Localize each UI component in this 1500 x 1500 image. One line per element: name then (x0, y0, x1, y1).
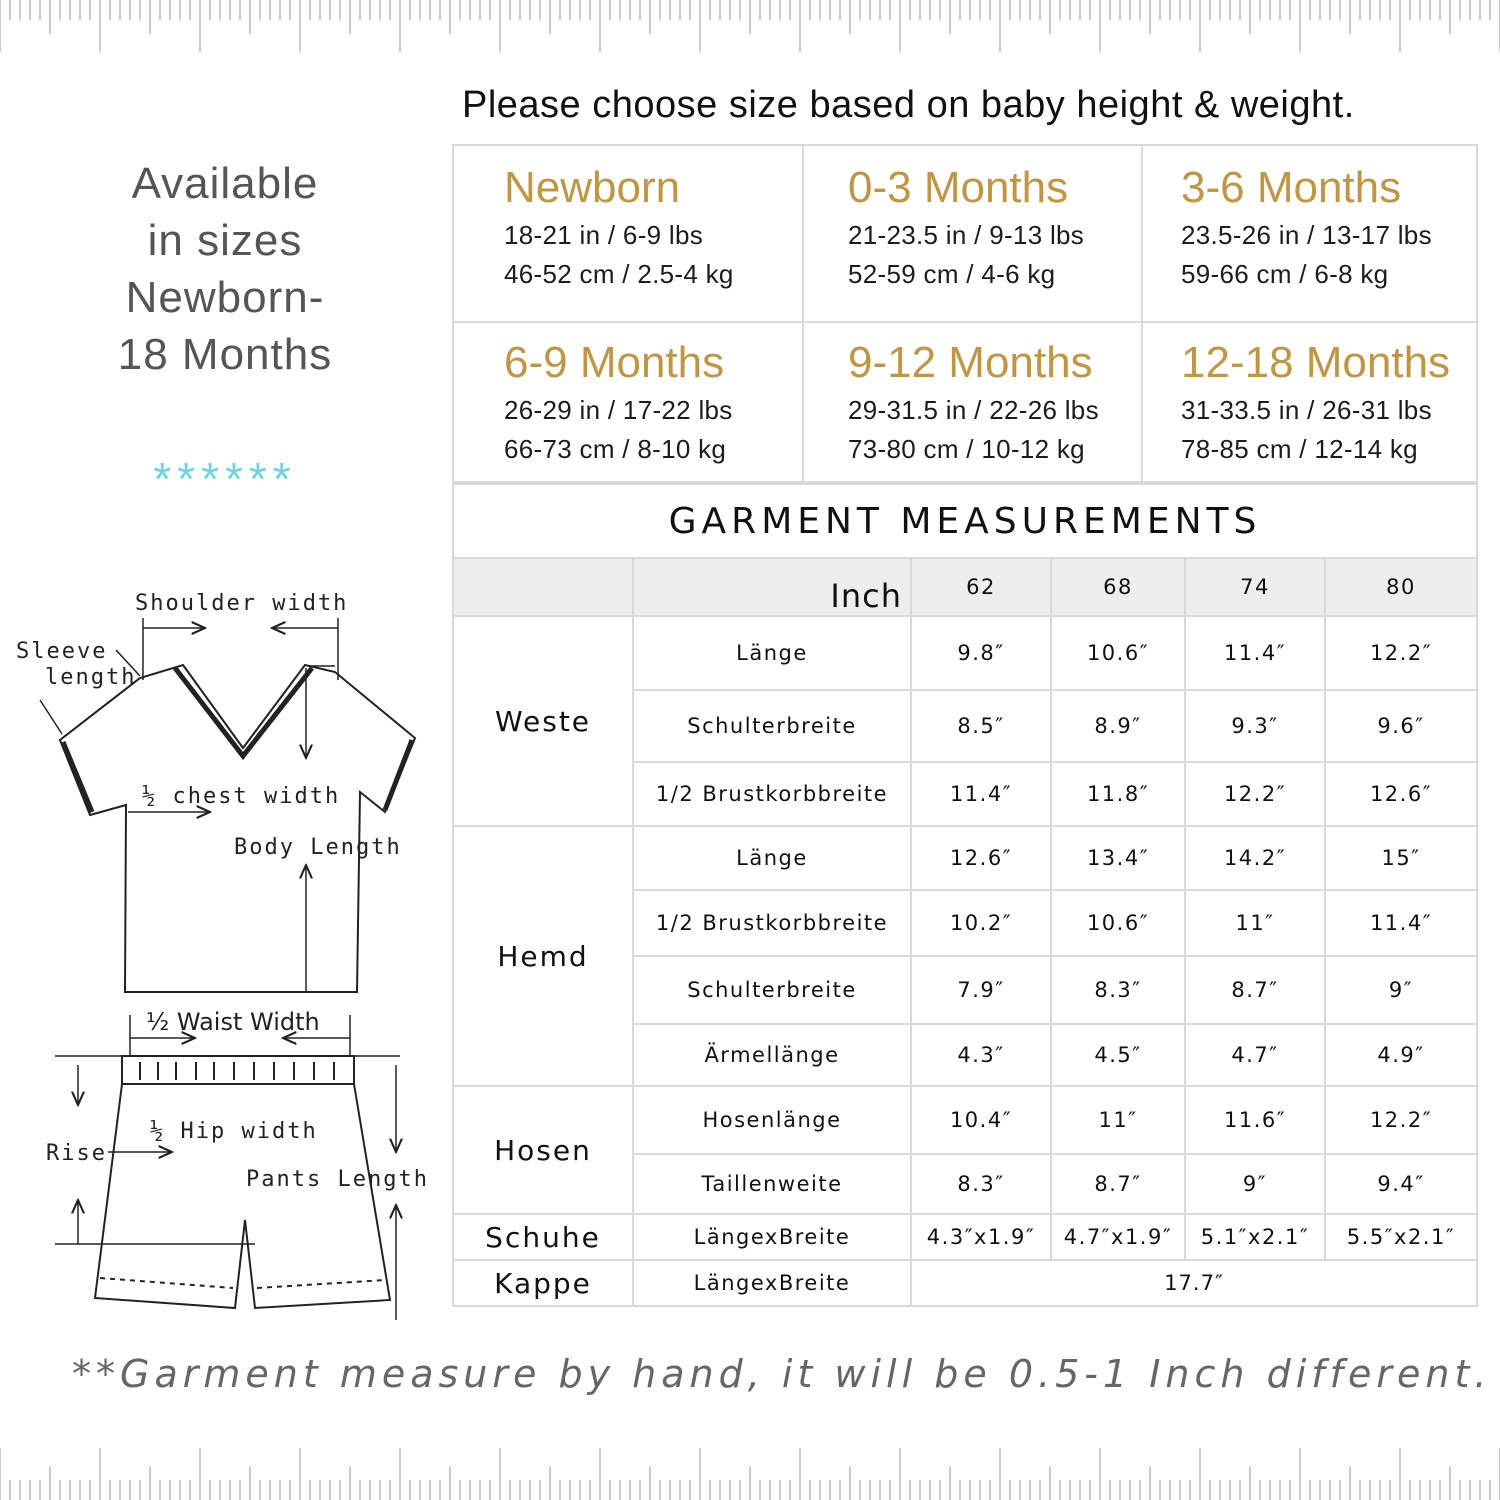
measure-label: 1/2 Brustkorbbreite (633, 890, 911, 956)
measure-label: Länge (633, 826, 911, 890)
body-length-label: Body Length (234, 835, 402, 860)
measure-value: 10.6″ (1051, 890, 1185, 956)
size-imperial: 23.5-26 in / 13-17 lbs (1181, 220, 1432, 250)
size-imperial: 26-29 in / 17-22 lbs (504, 395, 733, 425)
measure-value: 12.6″ (1325, 762, 1477, 826)
measure-value: 5.5″x2.1″ (1325, 1214, 1477, 1260)
measure-value: 4.7″x1.9″ (1051, 1214, 1185, 1260)
decorative-stars: ****** (153, 453, 297, 505)
available-sizes-text (60, 155, 390, 383)
category-cell: Kappe (453, 1260, 633, 1306)
column-header: 62 (911, 558, 1051, 616)
half-hip-label: ½ Hip width (150, 1119, 318, 1144)
shoulder-width-label: Shoulder width (135, 591, 349, 616)
category-cell: Hosen (453, 1086, 633, 1214)
measure-value: 17.7″ (911, 1260, 1477, 1306)
measure-value: 4.3″ (911, 1024, 1051, 1086)
table-row (453, 616, 1477, 690)
measure-label: Hosenlänge (633, 1086, 911, 1154)
measure-value: 12.6″ (911, 826, 1051, 890)
size-cell-6-9-months (454, 323, 804, 481)
measure-value: 9.3″ (1185, 690, 1325, 762)
unit-header: Inch (633, 558, 911, 616)
shirt-drawing (60, 665, 415, 992)
size-metric: 52-59 cm / 4-6 kg (848, 259, 1056, 289)
size-metric: 59-66 cm / 6-8 kg (1181, 259, 1389, 289)
size-cell-12-18-months (1143, 323, 1476, 481)
table-row (453, 1086, 1477, 1154)
size-metric: 46-52 cm / 2.5-4 kg (504, 259, 734, 289)
size-chart-grid (452, 144, 1478, 483)
measure-value: 13.4″ (1051, 826, 1185, 890)
measure-value: 8.5″ (911, 690, 1051, 762)
size-name: 3-6 Months (1181, 163, 1402, 212)
column-header: 74 (1185, 558, 1325, 616)
measure-value: 9.4″ (1325, 1154, 1477, 1214)
available-line: in sizes (147, 216, 303, 265)
garment-header-row (453, 558, 1477, 616)
measure-value: 15″ (1325, 826, 1477, 890)
size-guide-headline: Please choose size based on baby height & weight. (462, 84, 1355, 126)
measure-value: 4.5″ (1051, 1024, 1185, 1086)
table-row (453, 1214, 1477, 1260)
measure-value: 4.3″x1.9″ (911, 1214, 1051, 1260)
measure-value: 11.6″ (1185, 1086, 1325, 1154)
measure-value: 10.6″ (1051, 616, 1185, 690)
size-cell-3-6-months (1143, 146, 1476, 323)
sleeve-label: Sleeve (16, 639, 108, 664)
measure-value: 8.3″ (911, 1154, 1051, 1214)
size-metric: 66-73 cm / 8-10 kg (504, 434, 727, 464)
size-cell-newborn (454, 146, 804, 323)
measure-value: 9″ (1185, 1154, 1325, 1214)
measure-value: 4.7″ (1185, 1024, 1325, 1086)
measure-value: 7.9″ (911, 956, 1051, 1024)
measure-value: 5.1″x2.1″ (1185, 1214, 1325, 1260)
measure-value: 4.9″ (1325, 1024, 1477, 1086)
measure-value: 9″ (1325, 956, 1477, 1024)
measure-value: 8.9″ (1051, 690, 1185, 762)
size-name: 9-12 Months (848, 338, 1093, 387)
measure-label: 1/2 Brustkorbbreite (633, 762, 911, 826)
size-metric: 78-85 cm / 12-14 kg (1181, 434, 1418, 464)
sleeve-length-label: length (45, 665, 137, 690)
measure-value: 9.8″ (911, 616, 1051, 690)
available-line: Newborn- (125, 273, 325, 322)
measure-label: Schulterbreite (633, 690, 911, 762)
size-name: 0-3 Months (848, 163, 1069, 212)
measure-value: 11.8″ (1051, 762, 1185, 826)
table-row (453, 1260, 1477, 1306)
measure-value: 11.4″ (1185, 616, 1325, 690)
garment-table-title: GARMENT MEASUREMENTS (453, 484, 1477, 558)
size-imperial: 18-21 in / 6-9 lbs (504, 220, 704, 250)
measure-label: LängexBreite (633, 1214, 911, 1260)
measure-value: 8.7″ (1051, 1154, 1185, 1214)
rise-label: Rise (46, 1141, 107, 1166)
measure-value: 14.2″ (1185, 826, 1325, 890)
size-cell-9-12-months (804, 323, 1143, 481)
measure-value: 10.2″ (911, 890, 1051, 956)
header-blank (453, 558, 633, 616)
measure-value: 11.4″ (1325, 890, 1477, 956)
column-header: 68 (1051, 558, 1185, 616)
measure-label: LängexBreite (633, 1260, 911, 1306)
measure-value: 11″ (1185, 890, 1325, 956)
available-line: 18 Months (117, 330, 333, 379)
measure-value: 11″ (1051, 1086, 1185, 1154)
category-cell: Schuhe (453, 1214, 633, 1260)
measure-value: 8.3″ (1051, 956, 1185, 1024)
measurement-footnote: **Garment measure by hand, it will be 0.5-1 Inch different. (72, 1352, 1492, 1396)
ruler-border-bottom (0, 1440, 1500, 1500)
measure-label: Taillenweite (633, 1154, 911, 1214)
half-chest-label: ½ chest width (142, 784, 341, 809)
garment-measurements-table (452, 483, 1478, 1307)
size-name: Newborn (504, 163, 681, 212)
category-cell: Weste (453, 616, 633, 826)
size-imperial: 21-23.5 in / 9-13 lbs (848, 220, 1085, 250)
ruler-border-top (0, 0, 1500, 60)
size-name: 12-18 Months (1181, 338, 1451, 387)
half-waist-label: ½ Waist Width (146, 1008, 320, 1036)
size-imperial: 31-33.5 in / 26-31 lbs (1181, 395, 1432, 425)
measure-label: Ärmellänge (633, 1024, 911, 1086)
measure-value: 11.4″ (911, 762, 1051, 826)
measure-value: 12.2″ (1185, 762, 1325, 826)
measure-value: 10.4″ (911, 1086, 1051, 1154)
size-imperial: 29-31.5 in / 22-26 lbs (848, 395, 1099, 425)
measure-value: 9.6″ (1325, 690, 1477, 762)
size-cell-0-3-months (804, 146, 1143, 323)
category-cell: Hemd (453, 826, 633, 1086)
measure-value: 12.2″ (1325, 1086, 1477, 1154)
size-name: 6-9 Months (504, 338, 725, 387)
garment-diagram (0, 560, 440, 1340)
table-row (453, 826, 1477, 890)
measure-label: Länge (633, 616, 911, 690)
measure-label: Schulterbreite (633, 956, 911, 1024)
measure-value: 12.2″ (1325, 616, 1477, 690)
measure-value: 8.7″ (1185, 956, 1325, 1024)
available-line: Available (131, 159, 319, 208)
pants-length-label: Pants Length (246, 1167, 429, 1192)
garment-body (453, 616, 1477, 1306)
column-header: 80 (1325, 558, 1477, 616)
size-metric: 73-80 cm / 10-12 kg (848, 434, 1085, 464)
